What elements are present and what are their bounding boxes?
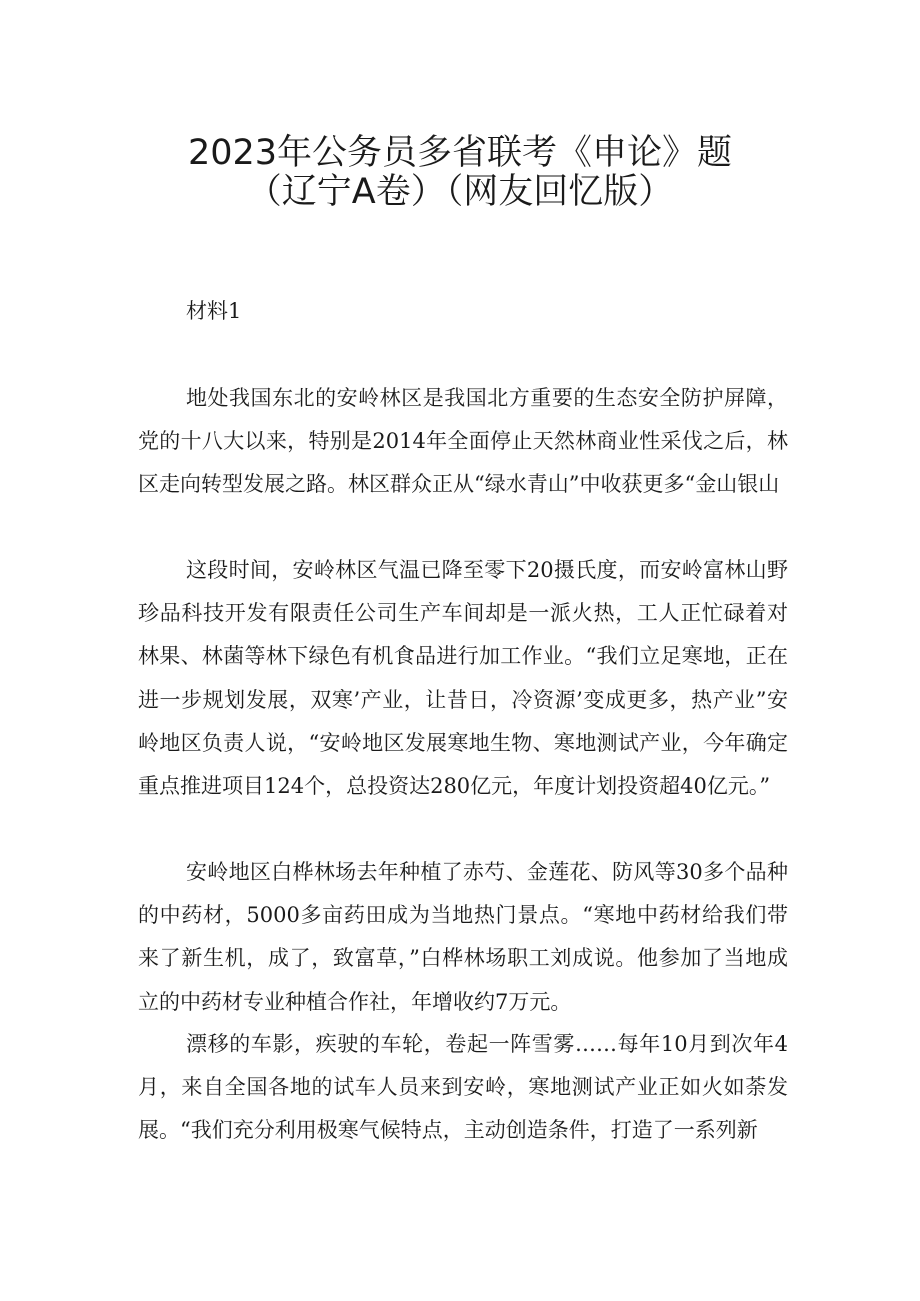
paragraph-block-4 xyxy=(138,1023,788,1153)
paragraph-block-3 xyxy=(138,851,788,1024)
document-title-line-2: （辽宁A卷）（网友回忆版） xyxy=(246,172,674,212)
section-label: 材料1 xyxy=(186,299,242,323)
document-title-line-1: 2023年公务员多省联考《申论》题 xyxy=(187,133,733,173)
paragraph-block-2 xyxy=(138,549,788,808)
paragraph: 这段时间，安岭林区气温已降至零下20摄氏度，而安岭富林山野珍品科技开发有限责任公司生产车间却是一派火热，工人正忙碌着对林果、林菌等林下绿色有机食品进行加工作业。“我们立足寒地，正在进一步规划发展，双寒’产业，让昔日，冷资源’变成更多，热产业”安岭地区负责人说，“安岭地区发展寒地生物、寒地测试产业，今年确定重点推进项目124个，总投资达280亿元，年度计划投资超40亿元。” xyxy=(138,558,788,799)
paragraph-block-1 xyxy=(138,377,788,507)
paragraph: 漂移的车影，疾驶的车轮，卷起一阵雪雾……每年10月到次年4月，来自全国各地的试车人员来到安岭，寒地测试产业正如火如荼发展。“我们充分利用极寒气候特点，主动创造条件，打造了一系列新 xyxy=(138,1032,788,1143)
paragraph: 安岭地区白桦林场去年种植了赤芍、金莲花、防风等30多个品种的中药材，5000多亩药田成为当地热门景点。“寒地中药材给我们带来了新生机，成了，致富草，”白桦林场职工刘成说。他参加了当地成立的中药材专业种植合作社，年增收约7万元。 xyxy=(138,860,788,1014)
paragraph: 地处我国东北的安岭林区是我国北方重要的生态安全防护屏障，党的十八大以来，特别是2014年全面停止天然林商业性采伐之后，林区走向转型发展之路。林区群众正从“绿水青山”中收获更多“金山银山 xyxy=(138,386,788,497)
